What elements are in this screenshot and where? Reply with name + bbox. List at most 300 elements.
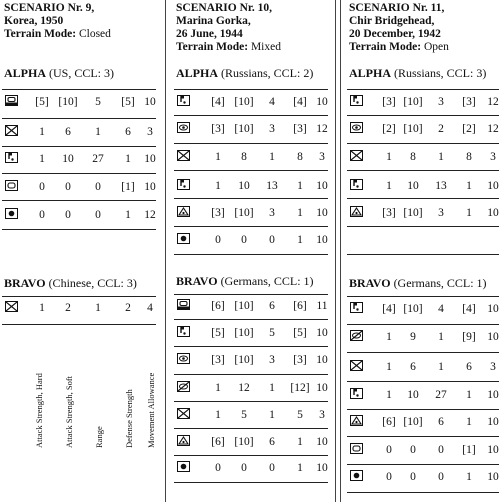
unit-stat: [6]: [382, 416, 396, 428]
unit-row: [172, 297, 332, 319]
unit-stat: 0: [39, 181, 45, 193]
unit-stat: [9]: [462, 331, 476, 343]
scenario-title-line: Chir Bridgehead,: [349, 15, 435, 27]
unit-stat: 12: [238, 382, 250, 394]
stat-axis-label: Movement Allowance: [146, 372, 156, 448]
armor-icon: [350, 443, 363, 454]
flag-post-icon: [177, 326, 190, 337]
unit-stat: 3: [319, 151, 325, 163]
unit-stat: 0: [95, 209, 101, 221]
flag-post-icon: [350, 95, 363, 106]
unit-stat: 1: [297, 436, 303, 448]
dot-box-icon: [350, 470, 363, 481]
unit-stat: 1: [95, 302, 101, 314]
unit-stat: 1: [39, 153, 45, 165]
unit-stat: 4: [438, 303, 444, 315]
row-divider: [347, 170, 499, 171]
unit-stat: 11: [316, 300, 328, 312]
unit-stat: 1: [215, 151, 221, 163]
unit-stat: 6: [269, 300, 275, 312]
dot-box-icon: [5, 208, 18, 219]
unit-stat: 1: [466, 207, 472, 219]
unit-stat: 12: [144, 209, 156, 221]
side-name: BRAVO: [349, 276, 391, 290]
unit-stat: 13: [266, 180, 278, 192]
unit-stat: [10]: [403, 123, 423, 135]
row-divider: [174, 170, 328, 171]
row-divider: [2, 89, 156, 90]
unit-stat: 2: [438, 123, 444, 135]
unit-stat: 6: [466, 361, 472, 373]
column-divider: [165, 0, 166, 502]
bravo-side-heading: [349, 276, 487, 291]
unit-stat: 1: [386, 151, 392, 163]
unit-stat: [6]: [211, 436, 225, 448]
unit-row: [172, 379, 332, 401]
unit-stat: 12: [316, 123, 328, 135]
row-divider: [347, 464, 499, 465]
unit-stat: 3: [490, 151, 496, 163]
row-divider: [2, 324, 156, 325]
unit-stat: 0: [65, 209, 71, 221]
unit-stat: [12]: [290, 382, 310, 394]
terrain-label: Terrain Mode:: [176, 41, 249, 53]
unit-stat: 1: [269, 409, 275, 421]
unit-stat: [5]: [35, 96, 49, 108]
unit-stat: 10: [316, 327, 328, 339]
unit-stat: 2: [125, 302, 131, 314]
unit-row: [172, 231, 332, 253]
unit-stat: 1: [269, 382, 275, 394]
unit-stat: [1]: [121, 181, 135, 193]
slash-box-icon: [177, 381, 190, 392]
unit-stat: [5]: [121, 96, 135, 108]
unit-stat: 1: [466, 389, 472, 401]
unit-stat: 10: [316, 354, 328, 366]
stat-axis-label: Range: [94, 426, 104, 448]
row-divider: [347, 296, 499, 297]
unit-stat: 10: [316, 436, 328, 448]
row-divider: [2, 146, 156, 147]
row-divider: [174, 226, 328, 227]
unit-stat: [10]: [234, 207, 254, 219]
unit-stat: 10: [487, 444, 499, 456]
unit-row: [345, 441, 503, 463]
unit-stat: [5]: [293, 327, 307, 339]
scenario-header: [176, 2, 281, 54]
infantry-icon: [350, 150, 363, 161]
hq-unit-icon: [177, 299, 190, 310]
row-divider: [174, 482, 328, 483]
row-divider: [347, 409, 499, 410]
unit-stat: 3: [438, 96, 444, 108]
infantry-icon: [177, 150, 190, 161]
unit-stat: [10]: [58, 96, 78, 108]
scenario-title-line: SCENARIO Nr. 10,: [176, 2, 273, 14]
unit-stat: 9: [410, 331, 416, 343]
unit-stat: 10: [487, 471, 499, 483]
unit-row: [172, 406, 332, 428]
unit-stat: 10: [316, 180, 328, 192]
row-divider: [174, 319, 328, 320]
unit-stat: 4: [269, 96, 275, 108]
row-divider: [2, 296, 156, 297]
unit-row: [172, 177, 332, 199]
artillery-icon: [177, 435, 190, 446]
unit-stat: 0: [215, 234, 221, 246]
row-divider: [347, 89, 499, 90]
unit-row: [345, 328, 503, 350]
unit-stat: 5: [269, 327, 275, 339]
unit-stat: 1: [125, 209, 131, 221]
unit-stat: [4]: [293, 96, 307, 108]
unit-stat: 3: [269, 354, 275, 366]
row-divider: [347, 324, 499, 325]
unit-stat: 0: [39, 209, 45, 221]
row-divider: [174, 374, 328, 375]
eye-box-icon: [177, 353, 190, 364]
unit-row: [0, 206, 160, 228]
unit-stat: 5: [95, 96, 101, 108]
unit-stat: 0: [386, 444, 392, 456]
unit-stat: 10: [487, 389, 499, 401]
unit-stat: 1: [386, 331, 392, 343]
unit-stat: [4]: [382, 303, 396, 315]
unit-stat: 10: [144, 96, 156, 108]
unit-row: [0, 299, 160, 321]
flag-post-icon: [5, 152, 18, 163]
terrain-label: Terrain Mode:: [4, 28, 77, 40]
unit-stat: 27: [435, 389, 447, 401]
unit-row: [172, 459, 332, 481]
unit-stat: 1: [386, 180, 392, 192]
alpha-side-heading: [349, 66, 486, 81]
unit-stat: 12: [487, 123, 499, 135]
unit-stat: [6]: [211, 300, 225, 312]
unit-row: [345, 204, 503, 226]
stat-axis-label: Attack Strength, Soft: [64, 375, 74, 448]
unit-stat: [10]: [403, 207, 423, 219]
unit-stat: 0: [410, 471, 416, 483]
artillery-icon: [177, 206, 190, 217]
unit-stat: 6: [438, 416, 444, 428]
unit-stat: 8: [241, 151, 247, 163]
unit-stat: [3]: [382, 96, 396, 108]
unit-stat: 3: [269, 123, 275, 135]
unit-stat: [10]: [403, 96, 423, 108]
row-divider: [347, 115, 499, 116]
unit-stat: 1: [466, 180, 472, 192]
unit-stat: 3: [147, 126, 153, 138]
row-divider: [174, 428, 328, 429]
unit-row: [345, 468, 503, 490]
side-name: ALPHA: [176, 66, 218, 80]
unit-stat: [3]: [293, 354, 307, 366]
scenario-column: [172, 0, 332, 502]
unit-row: [345, 148, 503, 170]
unit-stat: [3]: [293, 123, 307, 135]
unit-stat: [10]: [403, 303, 423, 315]
unit-stat: 1: [297, 234, 303, 246]
unit-row: [0, 150, 160, 172]
unit-stat: 10: [144, 181, 156, 193]
armor-icon: [5, 180, 18, 191]
terrain-label: Terrain Mode:: [349, 41, 422, 53]
unit-stat: 10: [238, 180, 250, 192]
unit-row: [345, 358, 503, 380]
unit-stat: [3]: [211, 123, 225, 135]
unit-stat: 0: [386, 471, 392, 483]
unit-stat: 0: [95, 181, 101, 193]
unit-stat: 3: [490, 361, 496, 373]
unit-stat: 1: [269, 151, 275, 163]
unit-stat: 10: [487, 207, 499, 219]
unit-stat: 1: [297, 462, 303, 474]
unit-stat: 3: [438, 207, 444, 219]
scenario-column: [0, 0, 160, 502]
unit-stat: 0: [241, 462, 247, 474]
unit-stat: 10: [487, 331, 499, 343]
row-divider: [2, 200, 156, 201]
unit-stat: 8: [410, 151, 416, 163]
row-divider: [174, 346, 328, 347]
column-divider: [340, 0, 341, 502]
row-divider: [174, 89, 328, 90]
unit-stat: 5: [241, 409, 247, 421]
bravo-side-heading: [176, 274, 314, 289]
unit-row: [345, 177, 503, 199]
row-divider: [347, 352, 499, 353]
side-name: ALPHA: [349, 66, 391, 80]
unit-row: [345, 300, 503, 322]
scenario-title-line: Korea, 1950: [4, 15, 64, 27]
flag-post-icon: [350, 179, 363, 190]
unit-row: [0, 178, 160, 200]
column-divider: [335, 0, 336, 502]
unit-stat: [3]: [211, 207, 225, 219]
unit-stat: 1: [438, 331, 444, 343]
row-divider: [2, 229, 156, 230]
eye-box-icon: [177, 122, 190, 133]
unit-stat: 10: [407, 180, 419, 192]
terrain-mode: [4, 28, 111, 41]
unit-row: [0, 123, 160, 145]
unit-row: [0, 93, 160, 115]
unit-stat: [10]: [234, 96, 254, 108]
terrain-mode: [349, 41, 449, 54]
unit-stat: 8: [297, 151, 303, 163]
unit-stat: 1: [466, 416, 472, 428]
infantry-icon: [5, 301, 18, 312]
side-detail: (Chinese, CCL: 3): [45, 276, 137, 290]
unit-row: [345, 386, 503, 408]
unit-stat: 13: [435, 180, 447, 192]
terrain-value: Closed: [76, 28, 111, 40]
unit-stat: [10]: [234, 123, 254, 135]
unit-stat: 1: [39, 302, 45, 314]
dot-box-icon: [177, 461, 190, 472]
side-detail: (Russians, CCL: 2): [218, 66, 314, 80]
scenario-header: [4, 2, 111, 41]
unit-stat: 1: [438, 361, 444, 373]
artillery-icon: [350, 206, 363, 217]
infantry-icon: [5, 125, 18, 136]
unit-stat: 1: [39, 126, 45, 138]
unit-stat: [10]: [234, 436, 254, 448]
row-divider: [347, 381, 499, 382]
dot-box-icon: [177, 233, 190, 244]
unit-stat: [4]: [211, 96, 225, 108]
side-detail: (Russians, CCL: 3): [391, 66, 487, 80]
unit-stat: 1: [297, 207, 303, 219]
stat-axis-label: Attack Strength, Hard: [34, 373, 44, 448]
unit-row: [172, 351, 332, 373]
row-divider: [174, 294, 328, 295]
unit-stat: 0: [269, 462, 275, 474]
side-name: ALPHA: [4, 66, 46, 80]
row-divider: [174, 115, 328, 116]
unit-stat: 6: [269, 436, 275, 448]
side-name: BRAVO: [176, 274, 218, 288]
unit-stat: 10: [316, 96, 328, 108]
terrain-value: Open: [421, 41, 449, 53]
row-divider: [347, 254, 499, 255]
unit-stat: 1: [297, 180, 303, 192]
unit-stat: 1: [386, 361, 392, 373]
unit-stat: 10: [487, 303, 499, 315]
scenario-column: [345, 0, 503, 502]
scenario-title-line: SCENARIO Nr. 9,: [4, 2, 95, 14]
unit-stat: [1]: [462, 444, 476, 456]
unit-stat: 6: [65, 126, 71, 138]
unit-row: [345, 413, 503, 435]
flag-post-icon: [350, 388, 363, 399]
unit-stat: [3]: [462, 96, 476, 108]
unit-stat: 1: [95, 126, 101, 138]
terrain-value: Mixed: [248, 41, 281, 53]
unit-stat: 2: [65, 302, 71, 314]
unit-stat: 10: [407, 389, 419, 401]
unit-stat: [6]: [293, 300, 307, 312]
unit-stat: 10: [62, 153, 74, 165]
flag-post-icon: [177, 179, 190, 190]
artillery-icon: [350, 415, 363, 426]
unit-stat: 8: [466, 151, 472, 163]
row-divider: [347, 143, 499, 144]
unit-row: [172, 148, 332, 170]
unit-stat: 1: [125, 153, 131, 165]
unit-stat: 1: [386, 389, 392, 401]
row-divider: [2, 173, 156, 174]
unit-stat: 1: [466, 471, 472, 483]
alpha-side-heading: [4, 66, 114, 81]
eye-box-icon: [350, 122, 363, 133]
side-detail: (Germans, CCL: 1): [217, 274, 314, 288]
unit-stat: [10]: [234, 327, 254, 339]
unit-row: [172, 433, 332, 455]
row-divider: [2, 118, 156, 119]
unit-stat: 10: [144, 153, 156, 165]
unit-row: [172, 204, 332, 226]
infantry-icon: [177, 408, 190, 419]
unit-stat: 12: [487, 96, 499, 108]
unit-stat: [4]: [462, 303, 476, 315]
unit-stat: 0: [241, 234, 247, 246]
row-divider: [347, 492, 499, 493]
side-name: BRAVO: [4, 276, 46, 290]
unit-stat: [2]: [382, 123, 396, 135]
alpha-side-heading: [176, 66, 313, 81]
unit-stat: 6: [125, 126, 131, 138]
unit-stat: 1: [215, 180, 221, 192]
side-detail: (US, CCL: 3): [46, 66, 115, 80]
unit-stat: [10]: [234, 354, 254, 366]
flag-post-icon: [350, 302, 363, 313]
infantry-icon: [350, 360, 363, 371]
unit-stat: 10: [487, 180, 499, 192]
unit-stat: 0: [438, 444, 444, 456]
unit-row: [172, 120, 332, 142]
unit-stat: 10: [316, 207, 328, 219]
unit-stat: 10: [316, 462, 328, 474]
unit-row: [172, 324, 332, 346]
row-divider: [174, 401, 328, 402]
unit-stat: 0: [65, 181, 71, 193]
scenario-title-line: SCENARIO Nr. 11,: [349, 2, 445, 14]
unit-row: [345, 93, 503, 115]
unit-stat: [2]: [462, 123, 476, 135]
unit-stat: 6: [410, 361, 416, 373]
unit-stat: [3]: [211, 354, 225, 366]
row-divider: [347, 436, 499, 437]
scenario-title-line: Marina Gorka,: [176, 15, 251, 27]
unit-stat: 0: [269, 234, 275, 246]
unit-stat: [10]: [234, 300, 254, 312]
hq-unit-icon: [5, 95, 18, 106]
unit-stat: 3: [269, 207, 275, 219]
terrain-mode: [176, 41, 281, 54]
unit-stat: [3]: [382, 207, 396, 219]
unit-stat: 27: [92, 153, 104, 165]
row-divider: [174, 254, 328, 255]
unit-row: [172, 93, 332, 115]
scenario-header: [349, 2, 449, 54]
unit-stat: [5]: [211, 327, 225, 339]
row-divider: [174, 455, 328, 456]
unit-row: [345, 120, 503, 142]
unit-stat: 10: [316, 382, 328, 394]
side-detail: (Germans, CCL: 1): [390, 276, 487, 290]
unit-stat: 3: [319, 409, 325, 421]
unit-stat: 10: [316, 234, 328, 246]
row-divider: [174, 143, 328, 144]
scenario-title-line: 26 June, 1944: [176, 28, 243, 40]
unit-stat: 0: [215, 462, 221, 474]
slash-box-icon: [350, 330, 363, 341]
unit-stat: 0: [438, 471, 444, 483]
unit-stat: 0: [410, 444, 416, 456]
unit-stat: 10: [487, 416, 499, 428]
unit-stat: 4: [147, 302, 153, 314]
row-divider: [347, 226, 499, 227]
bravo-side-heading: [4, 276, 137, 291]
stat-axis-label: Defense Strength: [124, 389, 134, 448]
scenario-title-line: 20 December, 1942: [349, 28, 441, 40]
unit-stat: [10]: [403, 416, 423, 428]
unit-stat: 1: [215, 409, 221, 421]
flag-post-icon: [177, 95, 190, 106]
unit-stat: 5: [297, 409, 303, 421]
